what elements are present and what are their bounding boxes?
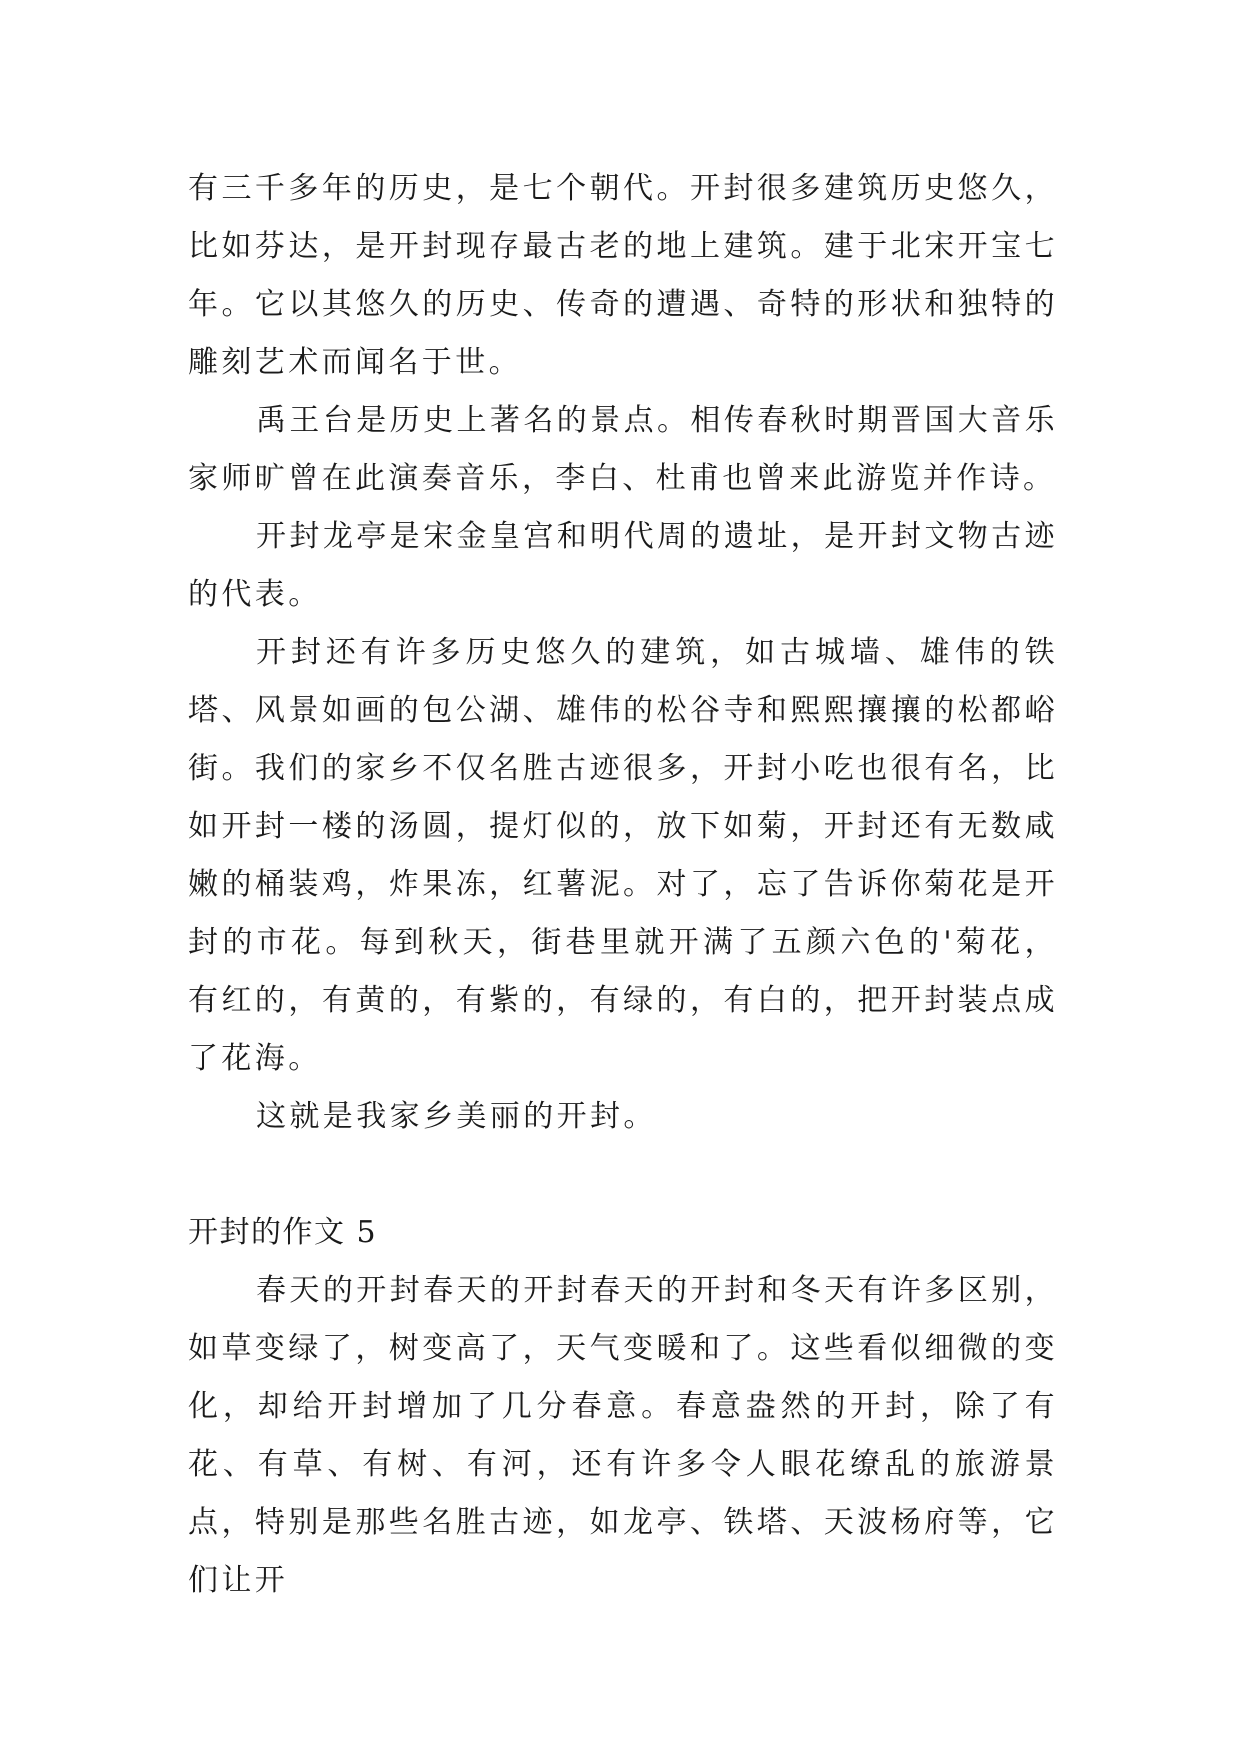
paragraph-closing: 这就是我家乡美丽的开封。 xyxy=(256,1099,657,1134)
document-body xyxy=(188,160,1058,1610)
paragraph-buildings-and-food: 开封还有许多历史悠久的建筑，如古城墙、雄伟的铁塔、风景如画的包公湖、雄伟的松谷寺和熙熙攘攘的松都峪街。我们的家乡不仅名胜古迹很多，开封小吃也很有名，比如开封一楼的汤圆，提灯似的，放下如菊，开封还有无数咸嫩的桶装鸡，炸果冻，红薯泥。对了，忘了告诉你菊花是开封的市花。每到秋天，街巷里就开满了五颜六色的'菊花，有红的，有黄的，有紫的，有绿的，有白的，把开封装点成了花海。 xyxy=(188,635,1058,1076)
paragraph-history-continued: 有三千多年的历史，是七个朝代。开封很多建筑历史悠久，比如芬达，是开封现存最古老的地上建筑。建于北宋开宝七年。它以其悠久的历史、传奇的遭遇、奇特的形状和独特的雕刻艺术而闻名于世。 xyxy=(188,171,1058,380)
section-heading: 开封的作文 5 xyxy=(188,1215,378,1250)
paragraph-spring: 春天的开封春天的开封春天的开封和冬天有许多区别，如草变绿了，树变高了，天气变暖和了。这些看似细微的变化，却给开封增加了几分春意。春意盎然的开封，除了有花、有草、有树、有河，还有许多令人眼花缭乱的旅游景点，特别是那些名胜古迹，如龙亭、铁塔、天波杨府等，它们让开 xyxy=(188,1273,1058,1598)
paragraph-longting: 开封龙亭是宋金皇宫和明代周的遗址，是开封文物古迹的代表。 xyxy=(188,519,1058,612)
paragraph-yuwangtai: 禹王台是历史上著名的景点。相传春秋时期晋国大音乐家师旷曾在此演奏音乐，李白、杜甫也曾来此游览并作诗。 xyxy=(188,403,1058,496)
